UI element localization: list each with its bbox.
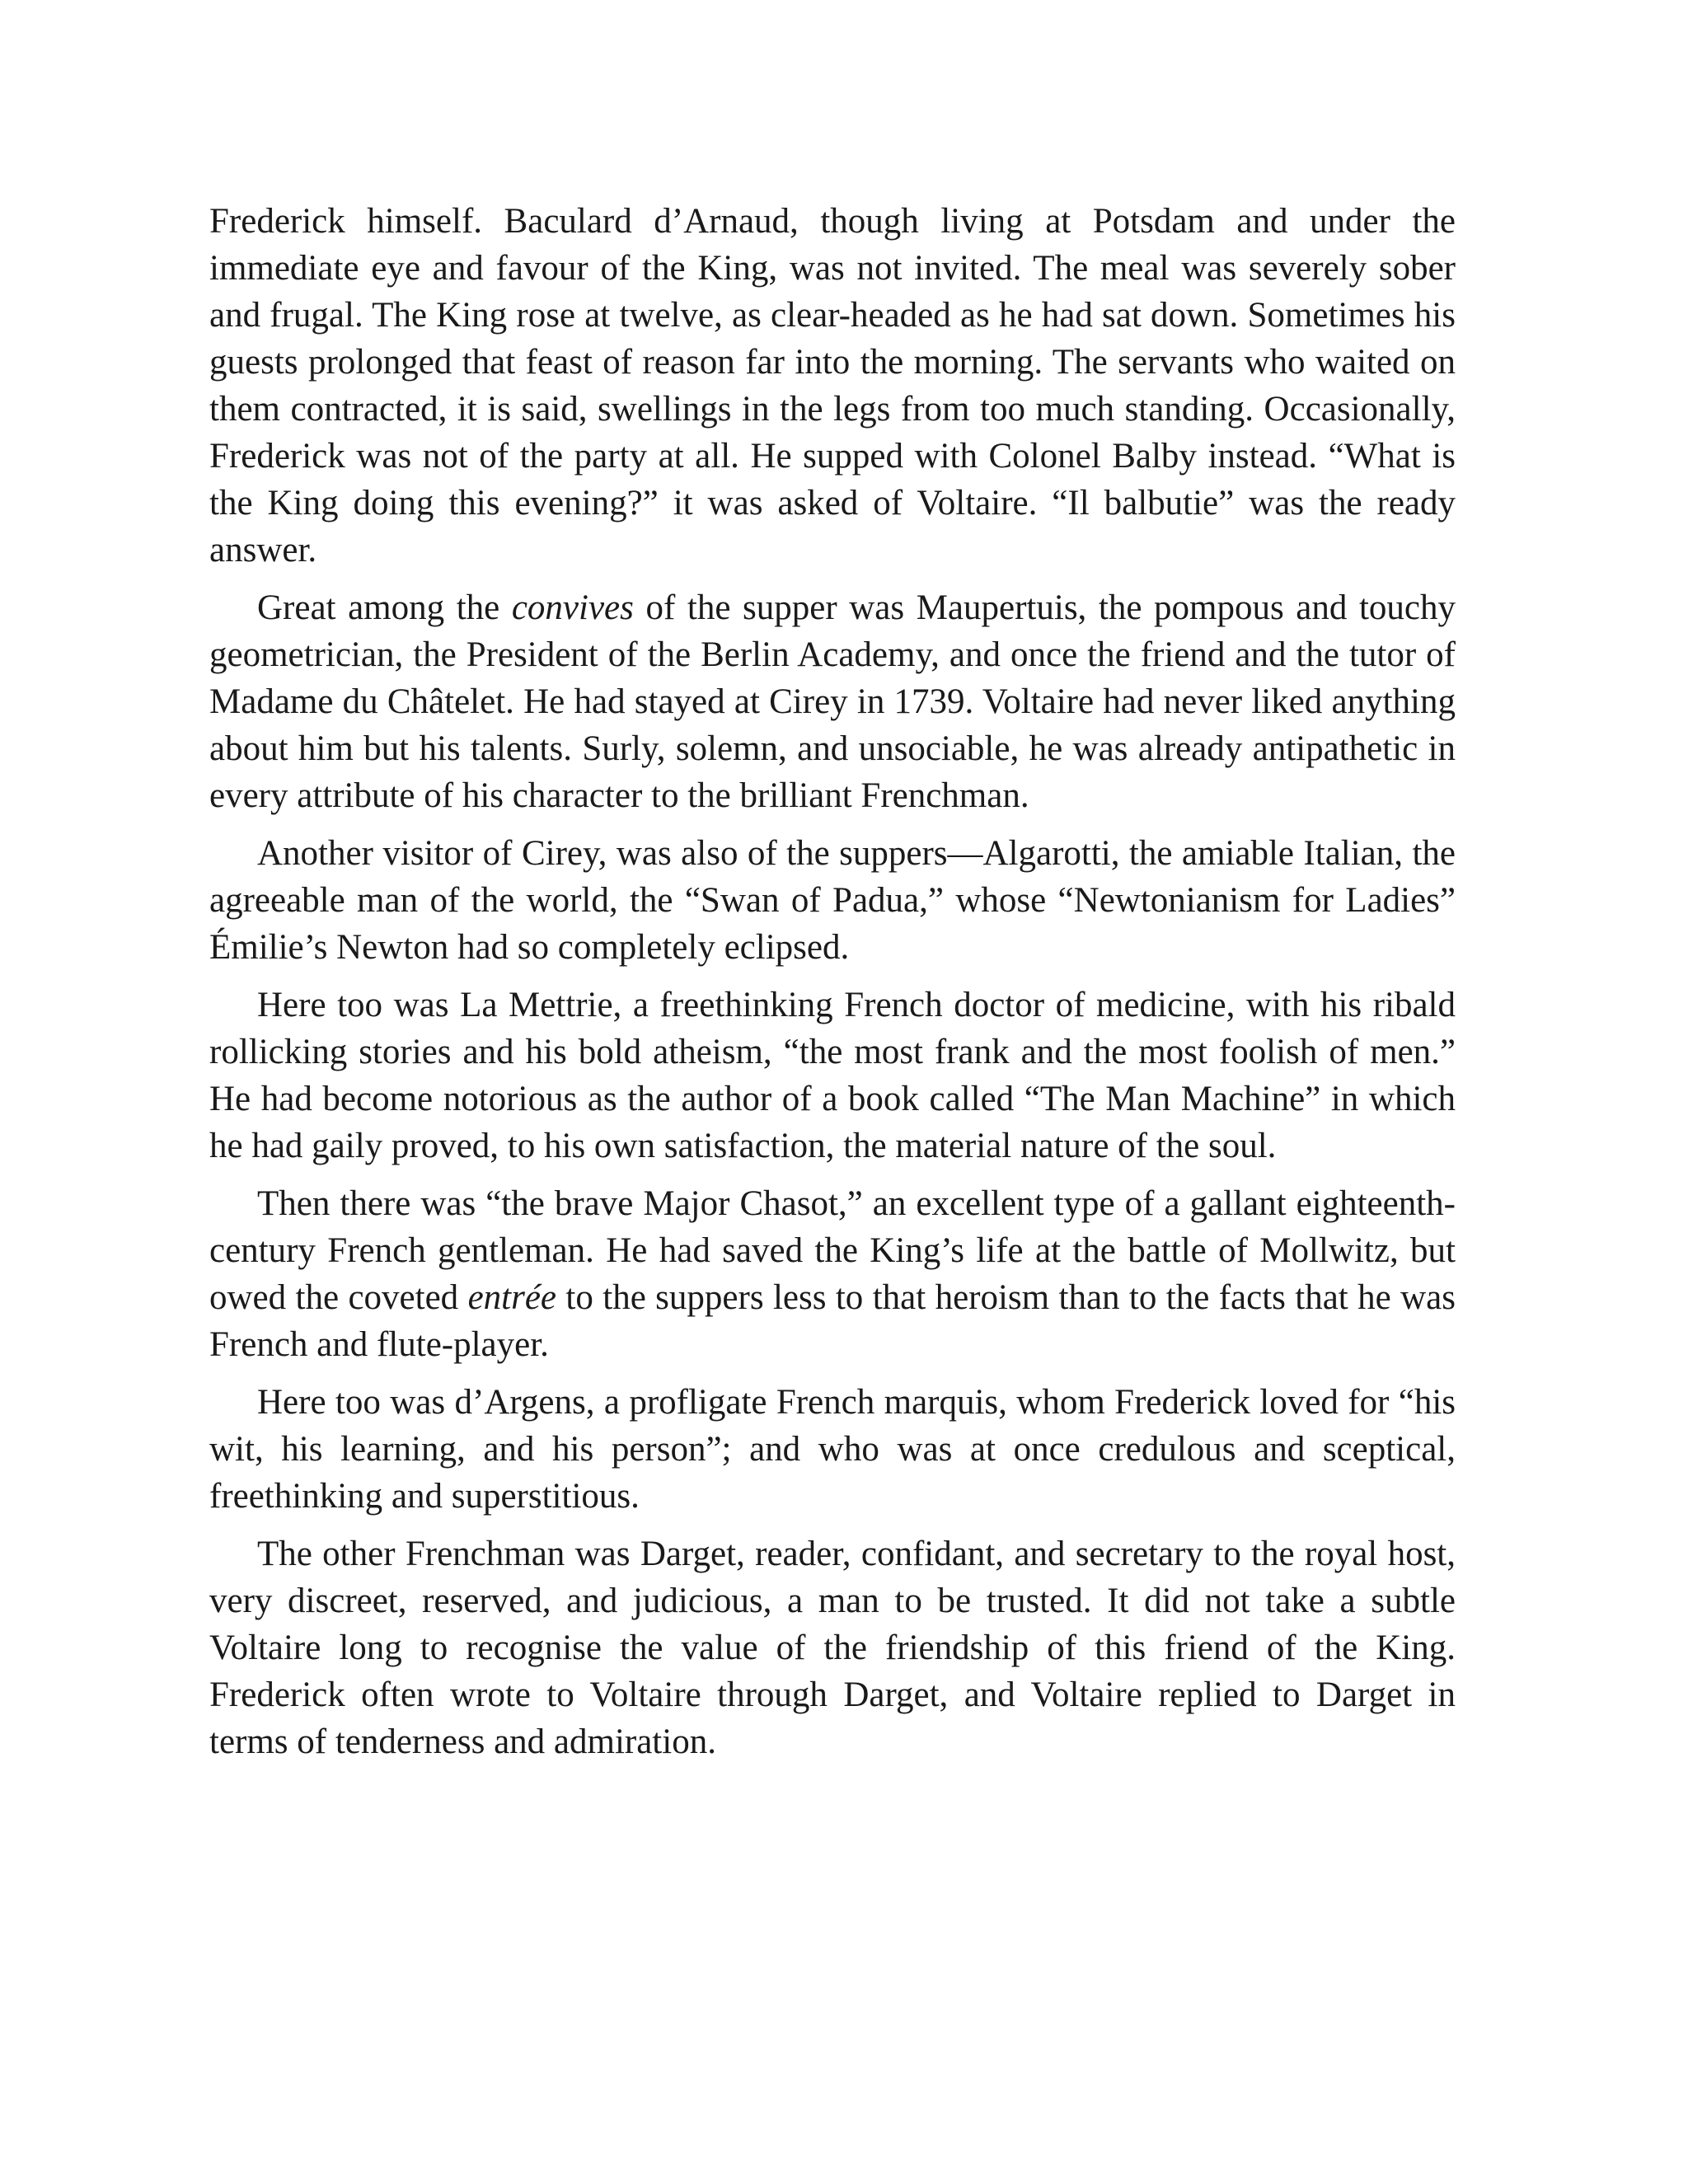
paragraph-7-text: The other Frenchman was Darget, reader, confidant, and secretary to the royal host, very discreet, reserved, and judicious, a man to be trusted. It did not take a subtle Voltaire long to recognise the value of the friendship of this friend of the King. Frederick often wrote to Voltaire through Darget, and Voltaire replied to Darget in terms of tenderness and admiration. [209, 1535, 1456, 1761]
paragraph-7 [209, 1530, 1456, 1765]
paragraph-2-text-start: Great among the [257, 588, 512, 627]
paragraph-4 [209, 982, 1456, 1169]
italic-term-convives: convives [511, 588, 634, 627]
paragraph-5-text-end: to the suppers less to that heroism than to the facts that he was French and flute-player. [209, 1278, 1456, 1364]
paragraph-1 [209, 198, 1456, 574]
paragraph-6-text: Here too was d’Argens, a profligate French marquis, whom Frederick loved for “his wit, his learning, and his person”; and who was at once credulous and sceptical, freethinking and superstitious. [209, 1383, 1456, 1516]
italic-term-entree: entrée [467, 1278, 557, 1317]
paragraph-4-text: Here too was La Mettrie, a freethinking French doctor of medicine, with his ribald rollicking stories and his bold atheism, “the most frank and the most foolish of men.” He had become notorious as the author of a book called “The Man Machine” in which he had gaily proved, to his own satisfaction, the material nature of the soul. [209, 986, 1456, 1165]
paragraph-1-text: Frederick himself. Baculard d’Arnaud, though living at Potsdam and under the immediate eye and favour of the King, was not invited. The meal was severely sober and frugal. The King rose at twelve, as clear-headed as he had sat down. Sometimes his guests prolonged that feast of reason far into the morning. The servants who waited on them contracted, it is said, swellings in the legs from too much standing. Occasionally, Frederick was not of the party at all. He supped with Colonel Balby instead. “What is the King doing this evening?” it was asked of Voltaire. “Il balbutie” was the ready answer. [209, 202, 1456, 569]
paragraph-6 [209, 1379, 1456, 1520]
paragraph-3-text: Another visitor of Cirey, was also of the suppers—Algarotti, the amiable Italian, the agreeable man of the world, the “Swan of Padua,” whose “Newtonianism for Ladies” Émilie’s Newton had so completely eclipsed. [209, 834, 1456, 967]
book-page-text [209, 198, 1456, 1776]
paragraph-5-text-start: Then there was “the brave Major Chasot,” an excellent type of a gallant eighteenth-century French gentleman. He had saved the King’s life at the battle of Mollwitz, but owed the coveted [209, 1184, 1456, 1317]
paragraph-5 [209, 1180, 1456, 1368]
paragraph-2-text-end: of the supper was Maupertuis, the pompous and touchy geometrician, the President of the Berlin Academy, and once the friend and the tutor of Madame du Châtelet. He had stayed at Cirey in 1739. Voltaire had never liked anything about him but his talents. Surly, solemn, and unsociable, he was already antipathetic in every attribute of his character to the brilliant Frenchman. [209, 588, 1456, 815]
paragraph-2 [209, 584, 1456, 819]
paragraph-3 [209, 830, 1456, 971]
